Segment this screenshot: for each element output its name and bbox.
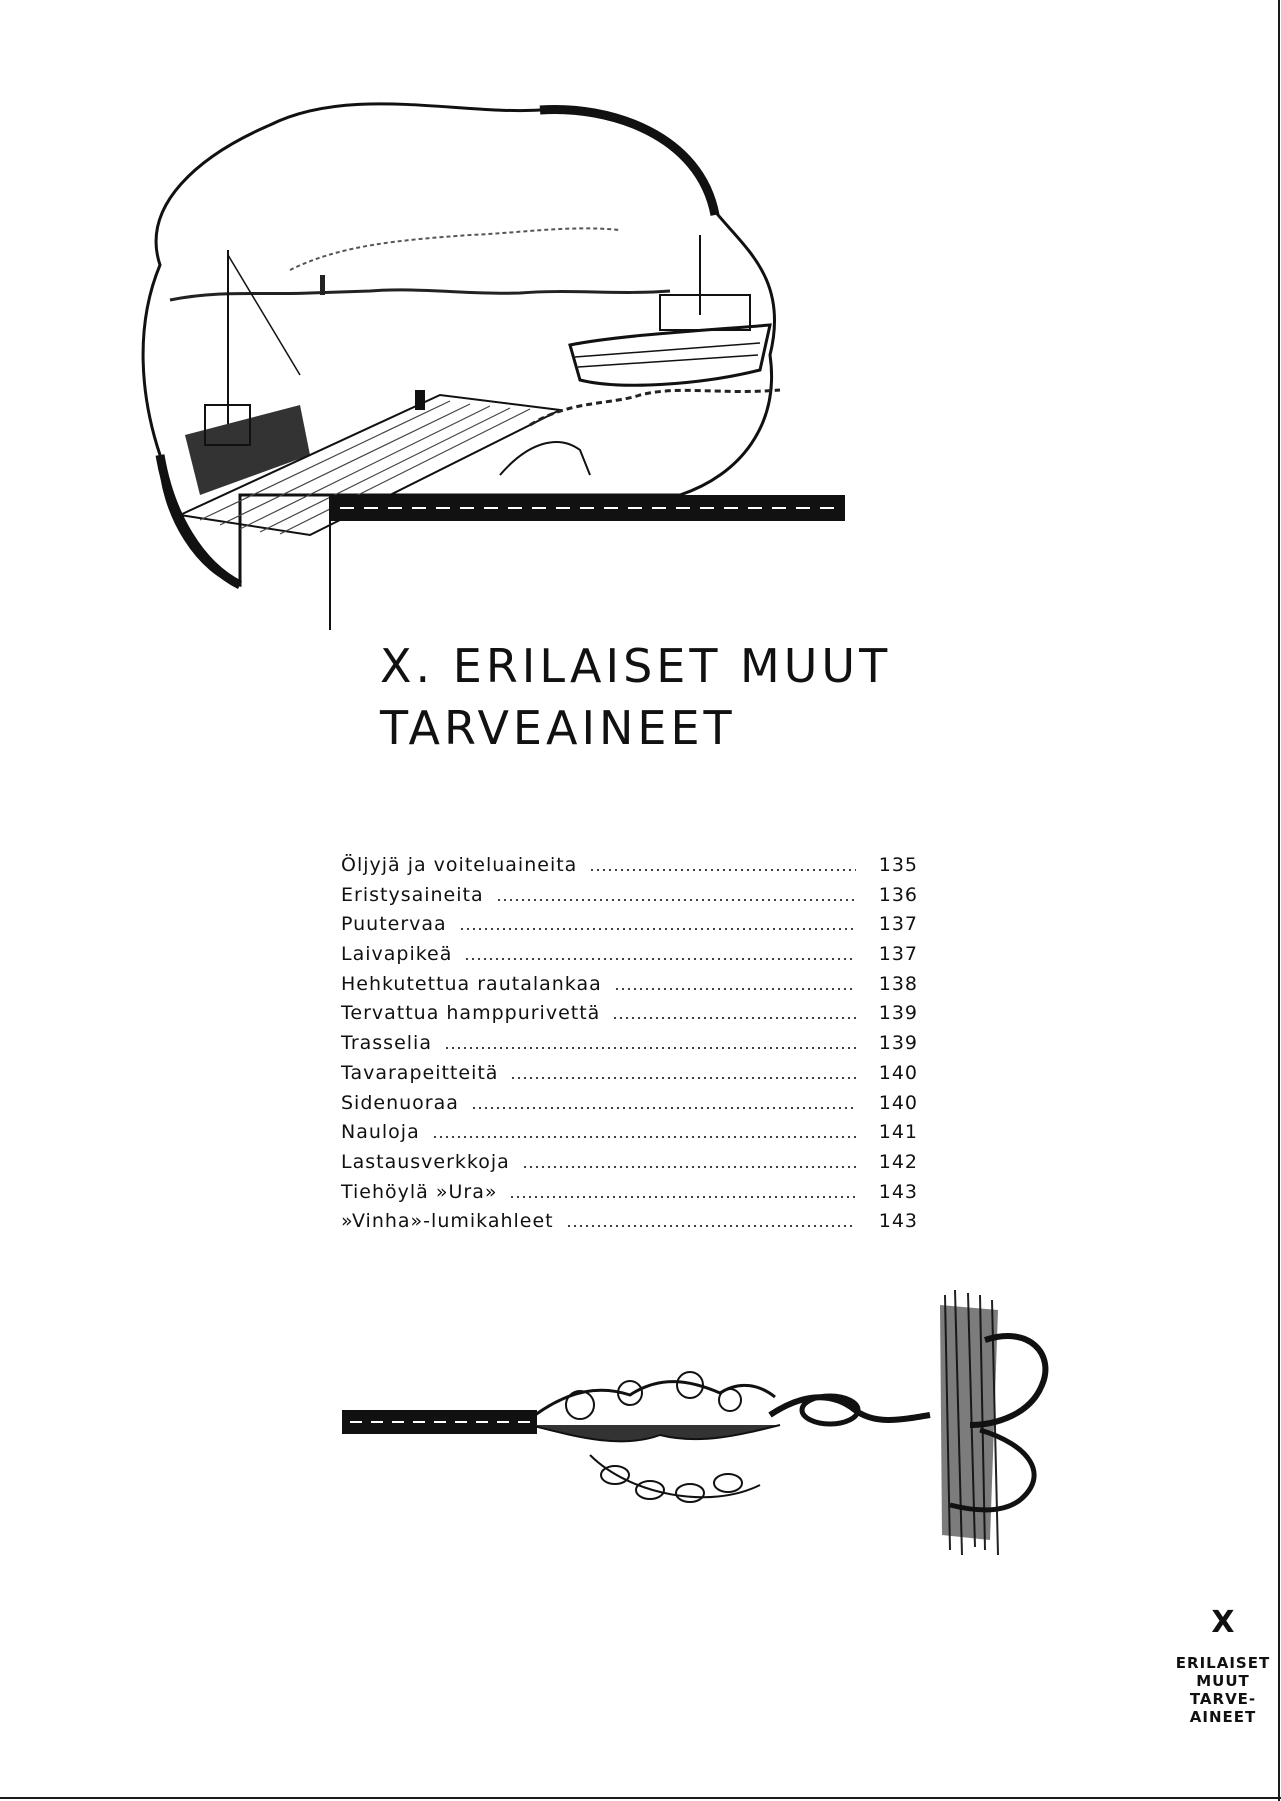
toc-leader-dots — [510, 1077, 856, 1079]
toc-entry-label: Tiehöylä »Ura» — [341, 1180, 498, 1203]
tab-marker-letter: X — [1211, 1605, 1235, 1640]
toc-entry-page: 136 — [878, 883, 918, 906]
toc-entry — [341, 1002, 918, 1032]
toc-leader-dots — [444, 1047, 856, 1049]
toc-entry-label: Eristysaineita — [341, 883, 484, 906]
toc-entry — [341, 884, 918, 914]
toc-entry-page: 140 — [878, 1061, 918, 1084]
toc-entry-label: »Vinha»-lumikahleet — [341, 1210, 554, 1233]
toc-entry-label: Hehkutettua rautalankaa — [341, 972, 602, 995]
toc-leader-dots — [496, 899, 856, 901]
toc-entry — [341, 1151, 918, 1181]
table-of-contents — [341, 854, 918, 1240]
toc-entry — [341, 943, 918, 973]
chapter-title-line-2: TARVEAINEET — [380, 701, 736, 755]
toc-entry-label: Tervattua hamppurivettä — [341, 1002, 601, 1025]
page-edge-bottom — [0, 1797, 1281, 1799]
toc-entry-label: Trasselia — [341, 1032, 432, 1055]
toc-entry-page: 142 — [878, 1150, 918, 1173]
chapter-title-line-1: X. ERILAISET MUUT — [380, 639, 892, 693]
tab-marker-word: AINEET — [1189, 1708, 1257, 1726]
toc-entry-page: 139 — [878, 1002, 918, 1025]
toc-leader-dots — [459, 928, 856, 930]
toc-leader-dots — [432, 1136, 856, 1138]
toc-leader-dots — [471, 1107, 856, 1109]
toc-entry-page: 135 — [878, 854, 918, 876]
toc-leader-dots — [566, 1225, 856, 1227]
toc-entry — [341, 1032, 918, 1062]
toc-leader-dots — [614, 988, 856, 990]
rope-and-chain-illustration — [330, 1285, 1070, 1565]
chapter-title — [380, 635, 891, 759]
toc-entry-page: 137 — [878, 943, 918, 966]
chapter-tab-marker — [1168, 1606, 1278, 1726]
toc-entry — [341, 854, 918, 884]
toc-entry-label: Laivapikeä — [341, 943, 453, 966]
toc-entry-label: Tavarapeitteitä — [341, 1061, 499, 1084]
toc-entry — [341, 1181, 918, 1211]
toc-entry-label: Öljyjä ja voiteluaineita — [341, 854, 578, 876]
toc-entry-page: 137 — [878, 913, 918, 936]
toc-entry-page: 139 — [878, 1032, 918, 1055]
toc-leader-dots — [464, 958, 856, 960]
tab-marker-word: TARVE- — [1189, 1690, 1257, 1708]
toc-entry — [341, 1121, 918, 1151]
toc-entry — [341, 1062, 918, 1092]
toc-leader-dots — [612, 1017, 856, 1019]
toc-entry — [341, 973, 918, 1003]
toc-entry-page: 143 — [878, 1210, 918, 1233]
toc-entry-label: Nauloja — [341, 1121, 420, 1144]
toc-entry-page: 141 — [878, 1121, 918, 1144]
toc-entry-page: 140 — [878, 1091, 918, 1114]
toc-leader-dots — [509, 1196, 856, 1198]
toc-entry-label: Lastausverkkoja — [341, 1150, 510, 1173]
toc-entry-label: Sidenuoraa — [341, 1091, 459, 1114]
page-edge-right — [1278, 0, 1280, 1801]
toc-entry-page: 138 — [878, 972, 918, 995]
toc-leader-dots — [522, 1166, 856, 1168]
toc-entry-label: Puutervaa — [341, 913, 447, 936]
tab-marker-words — [1168, 1654, 1278, 1726]
tab-marker-word: ERILAISET — [1175, 1654, 1271, 1672]
toc-leader-dots — [589, 869, 856, 871]
toc-entry — [341, 1092, 918, 1122]
toc-entry-page: 143 — [878, 1180, 918, 1203]
toc-entry — [341, 913, 918, 943]
tab-marker-word: MUUT — [1196, 1672, 1250, 1690]
toc-entry — [341, 1210, 918, 1240]
